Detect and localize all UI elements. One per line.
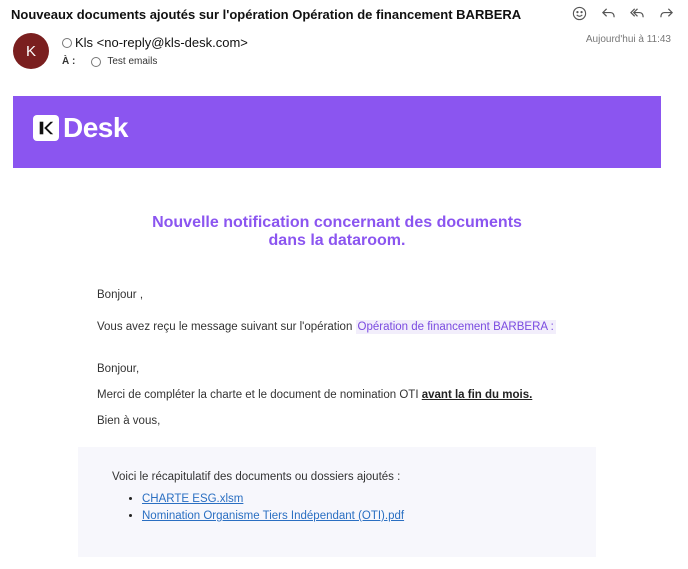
operation-name: Opération de financement BARBERA : [357, 321, 554, 333]
recipient-status-icon [91, 57, 101, 67]
message-text: Merci de compléter la charte et le document de nomination OTI [97, 389, 419, 401]
file-link[interactable]: CHARTE ESG.xlsm [142, 493, 244, 505]
sender-avatar: K [13, 33, 49, 69]
sender-line[interactable] [62, 35, 248, 50]
forward-icon[interactable] [659, 6, 674, 21]
title-line-1: Nouvelle notification concernant des documents [152, 214, 522, 231]
title-line-2: dans la dataroom. [268, 232, 406, 249]
signoff: Bien à vous, [97, 415, 161, 427]
file-list-item [142, 491, 404, 508]
greeting: Bonjour , [97, 289, 144, 301]
recipient-line [62, 56, 157, 67]
email-date: Aujourd'hui à 11:43 [585, 34, 671, 45]
message-paragraph [97, 389, 532, 401]
desk-logo-text: Desk [63, 112, 128, 143]
message-emphasis: avant la fin du mois. [421, 389, 533, 401]
summary-title: Voici le récapitulatif des documents ou dossiers ajoutés : [112, 471, 401, 483]
to-label: À : [62, 56, 76, 67]
message-greeting: Bonjour, [97, 363, 140, 375]
reply-icon[interactable] [601, 6, 616, 21]
desk-logo-icon [33, 115, 59, 141]
sender-address[interactable]: Kls <no-reply@kls-desk.com> [75, 35, 248, 50]
intro-paragraph [97, 321, 556, 333]
brand-banner [13, 96, 661, 168]
recipient-name[interactable]: Test emails [107, 56, 158, 67]
email-actions [572, 6, 674, 21]
email-subject: Nouveaux documents ajoutés sur l'opération Opération de financement BARBERA [11, 7, 522, 22]
file-link[interactable]: Nomination Organisme Tiers Indépendant (OTI).pdf [142, 510, 405, 522]
desk-logo [33, 114, 128, 142]
emoji-reaction-icon[interactable] [572, 6, 587, 21]
file-list-item [142, 508, 404, 525]
sender-status-icon [62, 38, 72, 48]
reply-all-icon[interactable] [630, 6, 645, 21]
notification-title [80, 214, 594, 250]
file-list [124, 491, 404, 525]
intro-text: Vous avez reçu le message suivant sur l'opération [97, 321, 353, 333]
documents-summary [78, 447, 596, 557]
email-header [0, 0, 688, 90]
